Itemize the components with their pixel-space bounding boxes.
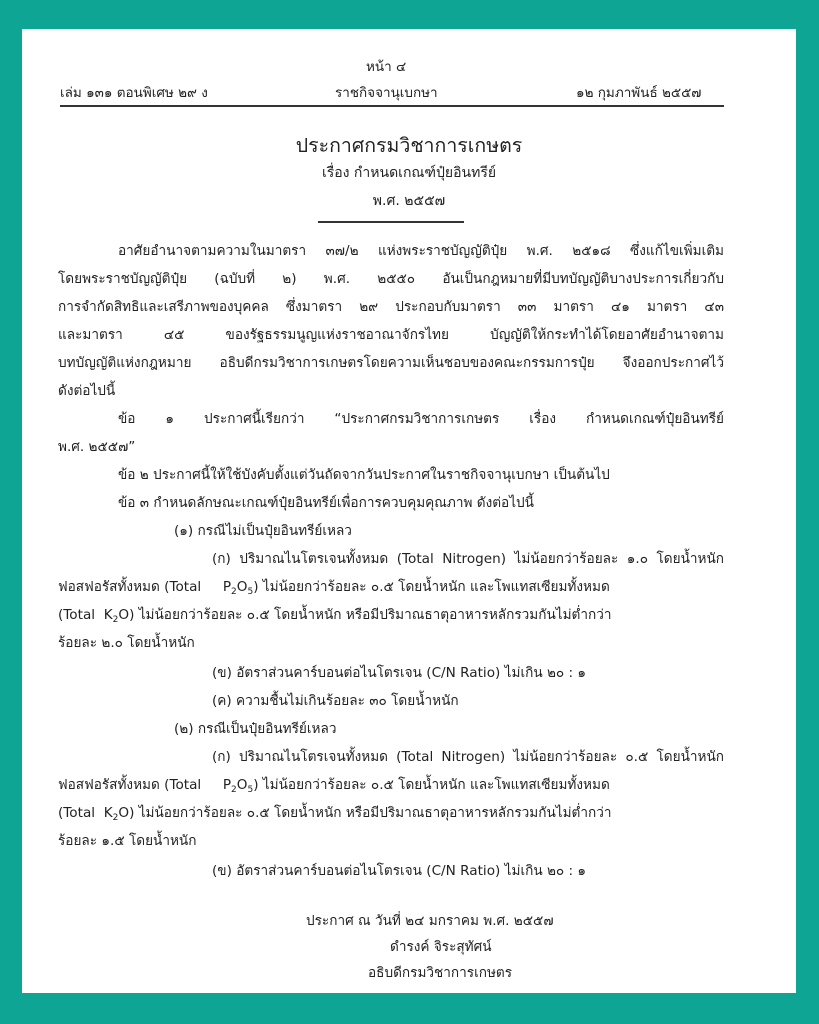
gazette-name: ราชกิจจานุเบกษา: [335, 85, 438, 101]
signer-position: อธิบดีกรมวิชาการเกษตร: [368, 965, 513, 981]
preamble-line: ดังต่อไปนี้: [58, 383, 116, 399]
preamble-line: อาศัยอำนาจตามความในมาตรา ๓๗/๒ แห่งพระราชบัญญัติปุ๋ย พ.ศ. ๒๕๑๘ ซึ่งแก้ไขเพิ่มเติม: [118, 243, 724, 259]
case-2-b: (ข) อัตราส่วนคาร์บอนต่อไนโตรเจน (C/N Ratio) ไม่เกิน ๒๐ : ๑: [212, 863, 587, 879]
case-2-a-line: (ก) ปริมาณไนโตรเจนทั้งหมด (Total Nitrogen) ไม่น้อยกว่าร้อยละ ๐.๕ โดยน้ำหนัก: [212, 749, 724, 765]
signer-name: ดำรงค์ จิระสุทัศน์: [390, 939, 492, 955]
document-page: [22, 29, 796, 993]
document-year: พ.ศ. ๒๕๕๗: [372, 193, 446, 209]
case-1-a-line: ฟอสฟอรัสทั้งหมด (Total $P_2O_5$) ไม่น้อยกว่าร้อยละ ๐.๕ โดยน้ำหนัก และโพแทสเซียมทั้งหมด: [58, 579, 610, 597]
preamble-line: โดยพระราชบัญญัติปุ๋ย (ฉบับที่ ๒) พ.ศ. ๒๕๕๐ อันเป็นกฎหมายที่มีบทบัญญัติบางประการเกี่ยวกับ: [58, 271, 724, 287]
clause-2: ข้อ ๒ ประกาศนี้ให้ใช้บังคับตั้งแต่วันถัดจากวันประกาศในราชกิจจานุเบกษา เป็นต้นไป: [118, 467, 610, 483]
document-title: ประกาศกรมวิชาการเกษตร: [295, 134, 523, 157]
case-2-a-line: (Total $K_2O$) ไม่น้อยกว่าร้อยละ ๐.๕ โดยน้ำหนัก หรือมีปริมาณธาตุอาหารหลักรวมกันไม่ต่ำกว่า: [58, 805, 612, 823]
header-rule: [60, 105, 724, 107]
case-1-c: (ค) ความชื้นไม่เกินร้อยละ ๓๐ โดยน้ำหนัก: [212, 693, 459, 709]
case-1-a-line: ร้อยละ ๒.๐ โดยน้ำหนัก: [58, 635, 195, 651]
preamble-line: การจำกัดสิทธิและเสรีภาพของบุคคล ซึ่งมาตรา ๒๙ ประกอบกับมาตรา ๓๓ มาตรา ๔๑ มาตรา ๔๓: [58, 299, 724, 315]
case-2-a-line: ฟอสฟอรัสทั้งหมด (Total $P_2O_5$) ไม่น้อยกว่าร้อยละ ๐.๕ โดยน้ำหนัก และโพแทสเซียมทั้งหมด: [58, 777, 610, 795]
title-underline: [318, 221, 464, 223]
announcement-date: ประกาศ ณ วันที่ ๒๔ มกราคม พ.ศ. ๒๕๕๗: [306, 913, 554, 929]
case-1-heading: (๑) กรณีไม่เป็นปุ๋ยอินทรีย์เหลว: [174, 523, 352, 539]
preamble-line: บทบัญญัติแห่งกฎหมาย อธิบดีกรมวิชาการเกษตรโดยความเห็นชอบของคณะกรรมการปุ๋ย จึงออกประกาศไว้: [58, 355, 724, 371]
case-2-heading: (๒) กรณีเป็นปุ๋ยอินทรีย์เหลว: [174, 721, 337, 737]
case-2-a-line: ร้อยละ ๑.๕ โดยน้ำหนัก: [58, 833, 197, 849]
page-number: หน้า ๔: [366, 59, 407, 75]
gazette-date: ๑๒ กุมภาพันธ์ ๒๕๕๗: [576, 85, 702, 101]
clause-1-cont: พ.ศ. ๒๕๕๗”: [58, 439, 136, 455]
clause-3: ข้อ ๓ กำหนดลักษณะเกณฑ์ปุ๋ยอินทรีย์เพื่อการควบคุมคุณภาพ ดังต่อไปนี้: [118, 495, 534, 511]
clause-1: ข้อ ๑ ประกาศนี้เรียกว่า “ประกาศกรมวิชาการเกษตร เรื่อง กำหนดเกณฑ์ปุ๋ยอินทรีย์: [118, 411, 724, 427]
preamble-line: และมาตรา ๔๕ ของรัฐธรรมนูญแห่งราชอาณาจักรไทย บัญญัติให้กระทำได้โดยอาศัยอำนาจตาม: [58, 327, 724, 343]
case-1-b: (ข) อัตราส่วนคาร์บอนต่อไนโตรเจน (C/N Ratio) ไม่เกิน ๒๐ : ๑: [212, 665, 587, 681]
gazette-volume: เล่ม ๑๓๑ ตอนพิเศษ ๒๙ ง: [60, 85, 208, 101]
case-1-a-line: (ก) ปริมาณไนโตรเจนทั้งหมด (Total Nitrogen) ไม่น้อยกว่าร้อยละ ๑.๐ โดยน้ำหนัก: [212, 551, 724, 567]
document-subject: เรื่อง กำหนดเกณฑ์ปุ๋ยอินทรีย์: [321, 165, 497, 181]
case-1-a-line: (Total $K_2O$) ไม่น้อยกว่าร้อยละ ๐.๕ โดยน้ำหนัก หรือมีปริมาณธาตุอาหารหลักรวมกันไม่ต่ำกว่า: [58, 607, 612, 625]
